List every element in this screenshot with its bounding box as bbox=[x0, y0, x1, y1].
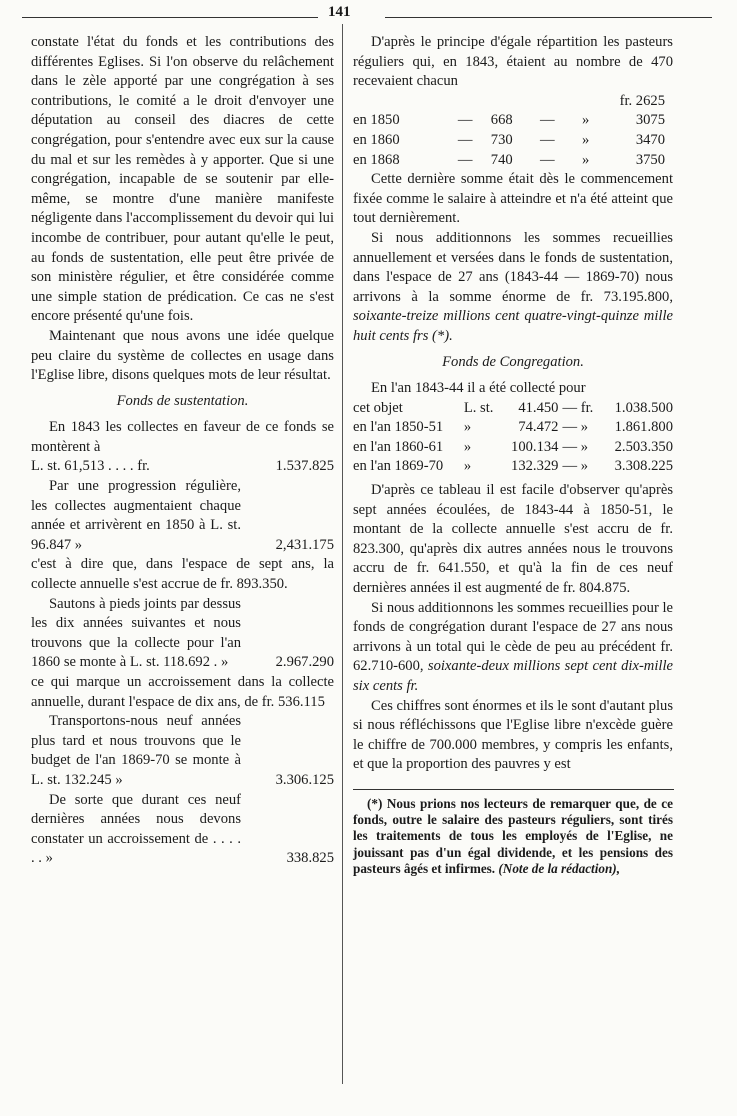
paragraph: constate l'état du fonds et les contributions des différentes Eglises. Si l'on observe du relâchement dans le zèle apporté par une congrégation à ses contributions, le comité a le droit d'envoyer une députation au conseil des diacres de cette congrégation, pour s'entendre avec eux sur la cause du mal et sur les remèdes à y apporter. Que si une congrégation, incapable de se soutenir par elle-même, se montre d'une manière manifeste négligente dans l'accomplissement du devoir qui lui incombe de contribuer, pour autant qu'elle le peut, au fonds de sustentation, elle peut être privée de son ministère régulier, et être considérée comme une simple station de prédication. Ce cas ne s'est encore présenté qu'une fois. bbox=[31, 34, 334, 325]
amount-entry bbox=[31, 791, 334, 869]
amount-value: 3.306.125 bbox=[275, 771, 334, 788]
cell: » bbox=[463, 419, 472, 436]
amount-in-words: soixante-deux millions sept cent dix-mille six cents fr. bbox=[353, 658, 673, 694]
cell: cet objet bbox=[353, 399, 403, 416]
paragraph: c'est à dire que, dans l'espace de sept ans, la collecte annuelle s'est accrue de fr. 893.350. bbox=[31, 556, 334, 593]
cell: 100.134 bbox=[511, 438, 559, 455]
paragraph: Cette dernière somme était dès le commencement fixée comme le salaire à atteindre et n'a été atteint que tout dernièrement. bbox=[353, 171, 673, 227]
cell: 2.503.350 bbox=[614, 438, 673, 455]
entry-text: Transportons-nous neuf années plus tard et nous trouvons que le budget de l'an 1869-70 se monte à L. st. 132.245 » bbox=[31, 713, 241, 788]
section-heading: Fonds de sustentation. bbox=[116, 392, 249, 409]
amount-value: 1.537.825 bbox=[275, 458, 334, 475]
cell: » bbox=[582, 131, 590, 148]
table-row bbox=[353, 111, 673, 131]
cell: — bbox=[457, 112, 473, 129]
cell: — bbox=[540, 131, 555, 148]
table-row bbox=[353, 438, 673, 458]
left-column bbox=[31, 33, 334, 869]
cell: en 1860 bbox=[353, 131, 400, 148]
cell: 3750 bbox=[635, 151, 665, 168]
cell: 41.450 bbox=[518, 399, 559, 416]
amount-entry bbox=[31, 477, 334, 555]
section-heading: Fonds de Congregation. bbox=[442, 353, 584, 370]
cell: 1.038.500 bbox=[614, 399, 673, 416]
cell: 1.861.800 bbox=[614, 419, 673, 436]
amount-value: 2,431.175 bbox=[275, 536, 334, 553]
collections-table bbox=[353, 399, 673, 477]
amount-entry bbox=[31, 712, 334, 790]
cell: 3075 bbox=[635, 112, 665, 129]
paragraph: D'après ce tableau il est facile d'observer qu'après sept années écoulées, de 1843-44 à 1850-51, le montant de la collecte annuelle s'est accru de fr. 823.300, qu'après dix autres années nous le trouvons accru de fr. 641.550, et qu'à la fin de ces neuf dernières années il est augmenté de fr. 804.875. bbox=[353, 482, 673, 597]
cell: — bbox=[540, 151, 555, 168]
cell: — » bbox=[562, 438, 589, 455]
paragraph: En 1843 les collectes en faveur de ce fonds se montèrent à bbox=[31, 419, 334, 455]
cell: » bbox=[582, 112, 590, 129]
paragraph: En l'an 1843-44 il a été collecté pour bbox=[371, 380, 586, 397]
cell: en 1850 bbox=[353, 112, 400, 129]
amount-label: L. st. 61,513 . . . . fr. bbox=[31, 458, 150, 475]
cell: en l'an 1860-61 bbox=[353, 438, 444, 455]
amount-line bbox=[31, 457, 334, 477]
cell: 730 bbox=[490, 131, 513, 148]
amount-value: 2.967.290 bbox=[275, 654, 334, 671]
paragraph: ce qui marque un accroissement dans la collecte annuelle, durant l'espace de dix ans, de fr. 536.115 bbox=[31, 674, 334, 710]
footnote-note: (Note de la rédaction), bbox=[498, 860, 620, 876]
cell: — » bbox=[562, 419, 589, 436]
entry-text: Sautons à pieds joints par dessus les dix années suivantes et nous trouvons que la collecte pour l'an 1860 se monte à L. st. 118.692 . » bbox=[31, 595, 241, 671]
cell: en l'an 1850-51 bbox=[353, 419, 444, 436]
cell: 668 bbox=[490, 112, 513, 129]
entry-text: Par une progression régulière, les collectes augmentaient chaque année et arrivèrent en 1850 à L. st. 96.847 » bbox=[31, 478, 241, 553]
table-row bbox=[353, 418, 673, 438]
cell: 74.472 bbox=[518, 419, 559, 436]
cell: — » bbox=[562, 458, 589, 475]
header-rule-left bbox=[22, 17, 318, 18]
cell: » bbox=[463, 458, 472, 475]
paragraph: D'après le principe d'égale répartition les pasteurs réguliers qui, en 1843, étaient au nombre de 470 recevaient chacun bbox=[353, 34, 673, 90]
table-row bbox=[353, 131, 673, 151]
table-row bbox=[353, 151, 673, 171]
first-salary: fr. 2625 bbox=[619, 92, 665, 109]
salary-table bbox=[353, 111, 673, 170]
cell: L. st. bbox=[463, 399, 494, 416]
cell: — bbox=[540, 112, 555, 129]
cell: » bbox=[582, 151, 590, 168]
cell: en 1868 bbox=[353, 151, 400, 168]
paragraph: Ces chiffres sont énormes et ils le sont d'autant plus si nous réfléchissons que l'Eglise libre n'excède guère le chiffre de 700.000 membres, y compris les enfants, et que la proportion des pauvres y est bbox=[353, 697, 673, 773]
amount-value: 338.825 bbox=[286, 850, 334, 867]
cell: » bbox=[463, 438, 472, 455]
amount-in-words: soixante-treize millions cent quatre-vingt-quinze mille huit cents frs (*). bbox=[353, 308, 673, 344]
entry-text: De sorte que durant ces neuf dernières années nous devons constater un accroissement de . . . . . . » bbox=[31, 791, 241, 867]
cell: 132.329 bbox=[511, 458, 559, 475]
cell: — fr. bbox=[562, 399, 594, 416]
table-row bbox=[353, 457, 673, 477]
paragraph-text: Si nous additionnons les sommes recueillies pour le fonds de congrégation durant l'espace de 27 ans nous arrivons à un total qui le cède de peu au précédent fr. 62.710-600, bbox=[353, 599, 673, 675]
paragraph bbox=[353, 599, 673, 697]
paragraph-text: Si nous additionnons les sommes recueillies annuellement et versées dans le fonds de sustentation, dans l'espace de 27 ans (1843-44 — 1869-70) nous arrivons à la somme énorme de fr. 73.195.800, bbox=[353, 229, 673, 305]
paragraph bbox=[353, 229, 673, 347]
cell: — bbox=[457, 151, 473, 168]
cell: 3.308.225 bbox=[614, 458, 673, 475]
right-column bbox=[353, 33, 673, 877]
paragraph: Maintenant que nous avons une idée quelque peu claire du système de collectes en usage dans l'Eglise libre, disons quelques mots de leur résultat. bbox=[31, 327, 334, 384]
page-header bbox=[22, 4, 712, 24]
page-number: 141 bbox=[328, 4, 351, 20]
cell: 740 bbox=[490, 151, 513, 168]
cell: — bbox=[457, 131, 473, 148]
column-divider bbox=[342, 24, 343, 1084]
footnote-text: (*) Nous prions nos lecteurs de remarquer que, de ce fonds, outre le salaire des pasteurs réguliers, sont tirés les traitements de tous les employés de l'Eglise, ne jouissant pas d'un égal dividende, et les pensions des pasteurs âgés et infirmes. bbox=[353, 795, 673, 876]
amount-entry bbox=[31, 595, 334, 673]
table-row bbox=[353, 399, 673, 419]
cell: en l'an 1869-70 bbox=[353, 458, 444, 475]
footnote-rule bbox=[353, 789, 674, 790]
cell: 3470 bbox=[635, 131, 665, 148]
footnote bbox=[353, 796, 673, 877]
header-rule-right bbox=[385, 17, 712, 18]
